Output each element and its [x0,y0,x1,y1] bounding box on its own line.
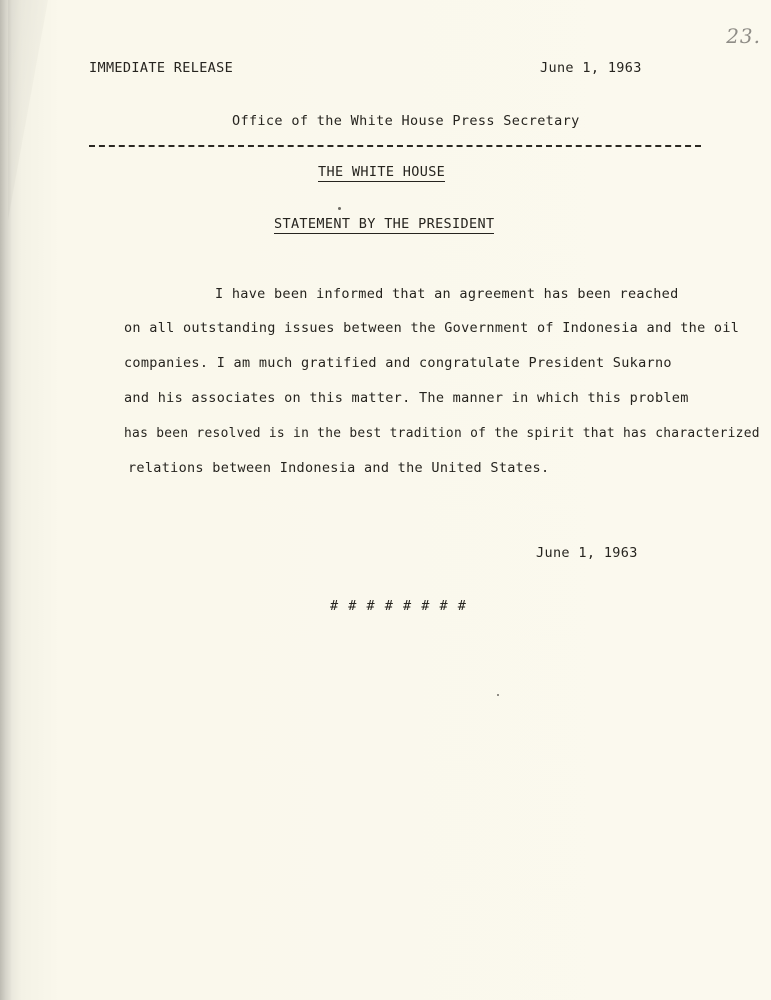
ink-speck [497,694,499,696]
body-line-4: and his associates on this matter. The manner in which this problem [124,390,689,406]
document-subtitle: STATEMENT BY THE PRESIDENT [274,216,495,232]
body-line-6: relations between Indonesia and the United States. [128,460,550,476]
body-line-3: companies. I am much gratified and congratulate President Sukarno [124,355,672,371]
closing-date: June 1, 1963 [536,545,638,561]
body-line-5: has been resolved is in the best tradition of the spirit that has characterized [124,425,760,441]
body-line-2: on all outstanding issues between the Government of Indonesia and the oil [124,320,740,336]
office-line: Office of the White House Press Secretary [232,113,580,129]
body-line-1: I have been informed that an agreement has been reached [215,286,679,302]
release-label: IMMEDIATE RELEASE [89,60,234,76]
document-title: THE WHITE HOUSE [318,164,446,180]
handwritten-page-number: 23. [726,24,761,48]
dashed-divider [89,145,701,147]
ink-speck [338,207,341,210]
end-marks: # # # # # # # # [330,598,467,614]
header-date: June 1, 1963 [540,60,642,76]
